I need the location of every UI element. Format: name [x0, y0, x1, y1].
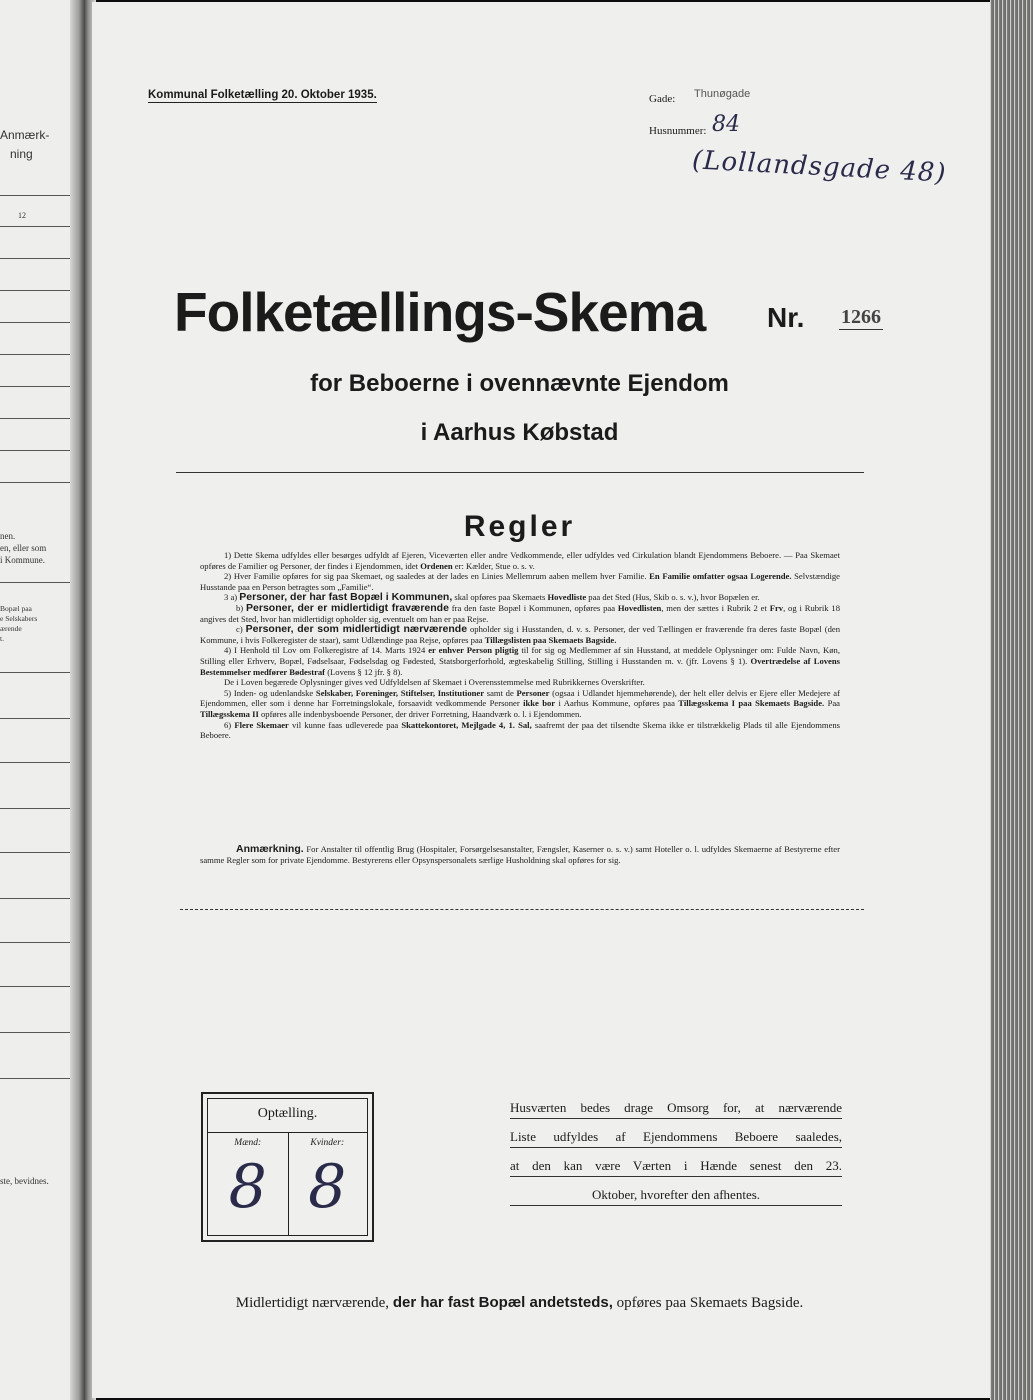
rule-6: 6) Flere Skemaer vil kunne faas udleverede paa Skattekontoret, Mejlgade 4, 1. Sal, saafremt der paa det tilsendte Skema ikke er tilstrækkelig Plads til alle Ejendommens Beboere.: [200, 719, 841, 741]
left-rule: [0, 942, 78, 943]
left-rule: [0, 354, 78, 355]
left-text-fragment: i Kommune.: [0, 555, 45, 565]
left-anmaerk-label-1: Anmærk-: [0, 128, 50, 142]
house-address-note: (Lollandsgade 48): [691, 145, 948, 189]
tally-inner-frame: [207, 1098, 368, 1236]
left-text-fragment: nen.: [0, 531, 16, 541]
left-rule: [0, 386, 78, 387]
rules-heading: Regler: [463, 510, 576, 543]
street-value: Thunøgade: [694, 88, 751, 100]
left-rule: [0, 1032, 78, 1033]
rule-3a: 3 a) Personer, der har fast Bopæl i Kommunen, skal opføres paa Skemaets Hovedliste paa det Sted (Hus, Skib o. s. v.), hvor Bopælen er.: [224, 591, 760, 604]
notice-line-4: Oktober, hvorefter den afhentes.: [510, 1184, 842, 1206]
left-text-fragment: t.: [0, 634, 4, 643]
left-rule: [0, 450, 78, 451]
notice-line-2: Liste udfyldes af Ejendommens Beboere saaledes,: [510, 1126, 842, 1148]
remark-heading: Anmærkning.: [236, 843, 304, 855]
left-rule: [0, 322, 78, 323]
rule-1: 1) Dette Skema udfyldes eller besørges udfyldt af Ejeren, Viceværten eller andre Vedkommende, eller udfyldes ved Cirkulation blandt Ejendommens Beboere. — Paa Skemaet opføres de Familier og Personer, der findes i Ejendommen, idet Ordenen er: Kælder, Stue o. s. v.: [200, 550, 840, 571]
rule-5: 5) Inden- og udenlandske Selskaber, Foreninger, Stiftelser, Institutioner samt de Personer (ogsaa i Udlandet hjemmehørende), der helt eller delvis er Ejere eller Medejere af Ejendommen, eller som i denne har Forretningslokale, forsaavidt vedkommende Personer ikke bor i Aarhus Kommune, opføres paa Tillægsskema I paa Skemaets Bagside. Paa Tillægsskema II opføres alle indenbysboende Personer, der driver Forretning, Haandværk o. l. i Ejendommen.: [200, 687, 840, 719]
form-subtitle-1: for Beboerne i ovennævnte Ejendom: [310, 370, 729, 397]
divider-bottom: [180, 909, 864, 910]
left-rule: [0, 718, 78, 719]
left-text-fragment: e Selskabers: [0, 614, 38, 623]
divider-top: [176, 472, 864, 473]
rule-4-note: De i Loven begærede Oplysninger gives ved Udfyldelsen af Skemaet i Overensstemmelse med Rubrikkernes Overskrifter.: [224, 677, 645, 688]
left-rule: [0, 852, 78, 853]
tally-men-value: 8: [228, 1152, 267, 1222]
house-number-value: 84: [712, 112, 740, 137]
rules-body: [200, 550, 840, 741]
tally-women-label: Kvinder:: [310, 1138, 345, 1148]
left-rule: [0, 258, 78, 259]
remark-text: For Anstalter til offentlig Brug (Hospitaler, Forsørgelsesanstalter, Fængsler, Kaserner o. s. v.) samt Hoteller o. l. udfyldes Skemaerne af Bestyrerne efter samme Regler som for private Ejendomme. Bestyrerens eller Opsynspersonalets særlige Husholdning skal opføres for sig.: [200, 844, 840, 865]
rule-3c: c) Personer, der som midlertidigt nærværende opholder sig i Husstanden, d. v. s. Personer, der ved Tællingen er fraværende fra deres faste Bopæl (den Kommune, i hvis Folkeregister de staar), samt Udlændinge paa Rejse, opføres paa Tillægslisten paa Skemaets Bagside.: [200, 623, 840, 645]
notice-line-3: at den kan være Værten i Hænde senest den 23.: [510, 1155, 842, 1177]
form-number-label: Nr.: [767, 302, 805, 333]
left-rule: [0, 482, 78, 483]
left-rule: [0, 762, 78, 763]
left-rule: [0, 418, 78, 419]
left-anmaerk-label-2: ning: [10, 147, 33, 161]
census-header: Kommunal Folketælling 20. Oktober 1935.: [148, 89, 377, 101]
left-text-fragment: en, eller som: [0, 543, 47, 553]
left-facing-page: [0, 0, 78, 1400]
tally-box: [201, 1092, 374, 1242]
footer-instruction: Midlertidigt nærværende, der har fast Bopæl andetsteds, opføres paa Skemaets Bagside.: [235, 1294, 804, 1311]
remark-section: [200, 844, 840, 865]
tally-women-value: 8: [308, 1152, 347, 1222]
rule-4: 4) I Henhold til Lov om Folkeregistre af 14. Marts 1924 er enhver Person pligtig til for sig og Medlemmer af sin Husstand, at meddele Oplysninger om: Fulde Navn, Køn, Stilling eller Erhverv, Bopæl, Fødselsaar, Fødselsdag og Fødested, Statsborgerforhold, ægteskabelig Stilling, Stilling i Husstanden m. v. (jfr. Lovens § 1). Overtrædelse af Lovens Bestemmelser medfører Bødestraf (Lovens § 12 jfr. § 8).: [200, 645, 840, 677]
form-number-value: 1266: [841, 306, 881, 328]
house-number-label: Husnummer:: [649, 125, 707, 137]
book-page-edges: [990, 0, 1033, 1400]
left-rule: [0, 195, 78, 196]
tally-title: Optælling.: [257, 1106, 318, 1121]
left-rule: [0, 898, 78, 899]
left-text-fragment: Bopæl paa: [0, 604, 32, 613]
landlord-notice: [510, 1097, 842, 1213]
rule-2: 2) Hver Familie opføres for sig paa Skemaet, og saaledes at der lades en Linies Mellemrum aaben mellem hver Familie. En Familie omfatter ogsaa Logerende. Selvstændige Husstande paa en Person betragtes som „Familie“.: [200, 571, 840, 592]
left-rule: [0, 808, 78, 809]
left-rule: [0, 986, 78, 987]
left-rule: [0, 1078, 78, 1079]
notice-line-1: Husværten bedes drage Omsorg for, at nærværende: [510, 1097, 842, 1119]
left-text-fragment: ste, bevidnes.: [0, 1176, 49, 1186]
left-text-fragment: ærende: [0, 624, 22, 633]
left-rule: [0, 672, 78, 673]
street-label: Gade:: [649, 93, 676, 105]
left-rule: [0, 582, 78, 583]
form-subtitle-2: i Aarhus Købstad: [420, 419, 619, 446]
left-rule: [0, 290, 78, 291]
left-rule: [0, 226, 78, 227]
left-column-number: 12: [18, 211, 26, 220]
form-title: Folketællings-Skema: [174, 281, 706, 343]
census-form-page: [92, 2, 992, 1398]
tally-men-label: Mænd:: [234, 1138, 262, 1148]
rule-3b: b) Personer, der er midlertidigt fraværende fra den faste Bopæl i Kommunen, opføres paa Hovedlisten, men der sættes i Rubrik 2 et Frv, og i Rubrik 18 angives det Sted, hvor han midlertidigt opholder sig, eventuelt om han er paa Rejse.: [200, 601, 841, 624]
